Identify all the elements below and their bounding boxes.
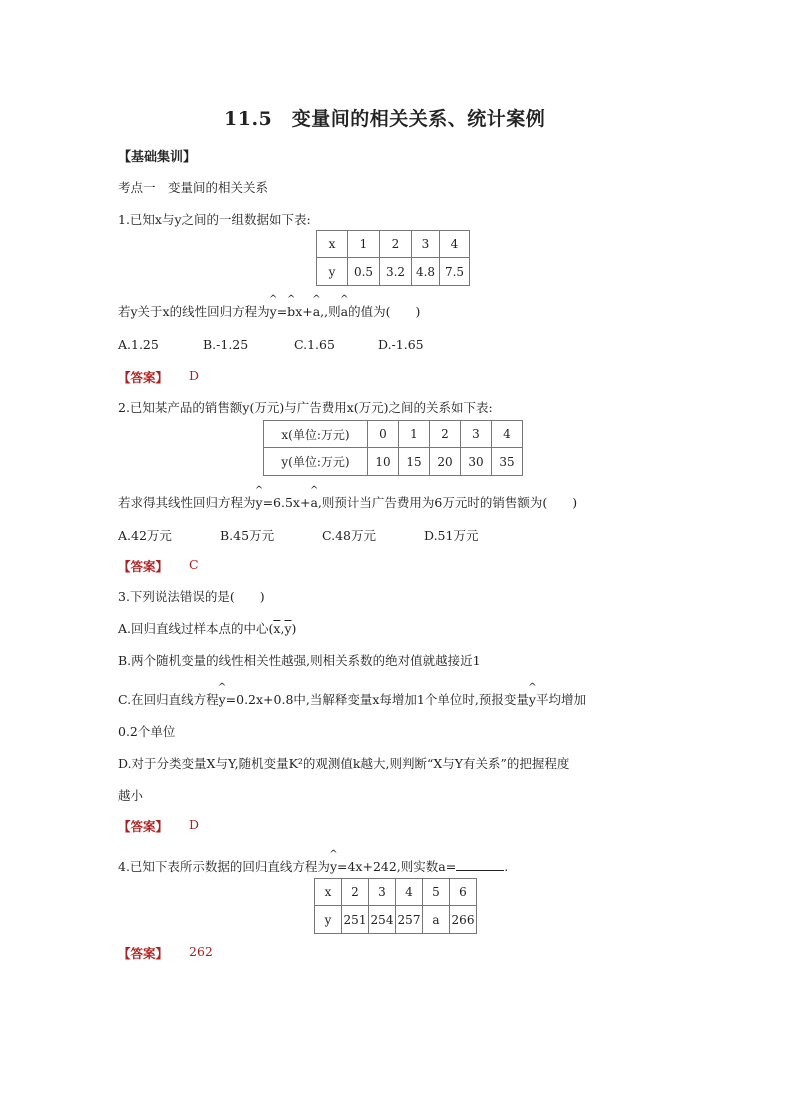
q4-cell: 251 [342, 906, 369, 934]
q2-option-d: D.51万元 [424, 528, 479, 543]
y-hat-symbol: ^ y [219, 692, 226, 707]
y-bar-symbol: $\overline{y}$ [284, 621, 292, 636]
q1-cell: 7.5 [440, 258, 470, 286]
q3-option-b: B.两个随机变量的线性相关性越强,则相关系数的绝对值就越接近1 [118, 653, 481, 668]
q1-option-c: C.1.65 [294, 337, 335, 352]
q4-cell: 2 [342, 879, 369, 906]
a-hat-symbol: ^ a [310, 495, 317, 510]
q2-cell: 10 [368, 448, 399, 476]
q2-prompt-text: 若求得其线性回归方程为 [118, 495, 256, 510]
q2-cell: 30 [461, 448, 492, 476]
y-hat-symbol: ^ y [256, 495, 263, 510]
q3-option-a [118, 619, 296, 637]
a-hat-symbol: ^ a [341, 304, 348, 319]
q1-prompt-text: ,,则 [320, 304, 341, 319]
answer-label: 【答案】 [118, 370, 169, 385]
q4-stem-text: . [504, 859, 509, 874]
answer-blank [456, 860, 504, 871]
q2-stem: 2.已知某产品的销售额y(万元)与广告费用x(万元)之间的关系如下表: [118, 400, 493, 415]
q1-stem: 1.已知x与y之间的一组数据如下表: [118, 212, 311, 227]
q4-cell: 257 [396, 906, 423, 934]
q3-stem: 3.下列说法错误的是( ) [118, 589, 265, 604]
q4-cell: y [315, 906, 342, 934]
q3-option-c [118, 690, 586, 708]
q1-prompt-text: x+ [295, 304, 313, 319]
q4-cell: 3 [369, 879, 396, 906]
q1-cell: x [317, 231, 348, 258]
q4-cell: x [315, 879, 342, 906]
q1-option-a: A.1.25 [118, 337, 159, 352]
q4-table [314, 878, 477, 934]
q3-option-a-text: ) [291, 621, 297, 636]
x-bar-symbol: $\overline{x}$ [273, 621, 281, 636]
q4-stem [118, 857, 508, 875]
a-hat-symbol: ^ a [313, 304, 320, 319]
answer-label: 【答案】 [118, 559, 169, 574]
q1-cell: 3 [412, 231, 440, 258]
q2-prompt [118, 493, 577, 511]
q3-option-d: D.对于分类变量X与Y,随机变量K²的观测值k越大,则判断“X与Y有关系”的把握程度 [118, 756, 570, 771]
q2-cell: 3 [461, 421, 492, 448]
q2-cell: 1 [399, 421, 430, 448]
q1-cell: 1 [348, 231, 380, 258]
q1-option-d: D.-1.65 [378, 337, 424, 352]
topic-heading: 考点一 变量间的相关关系 [118, 180, 269, 195]
answer-label: 【答案】 [118, 946, 169, 961]
q4-answer: 262 [189, 944, 213, 959]
q2-table [263, 420, 523, 476]
answer-label: 【答案】 [118, 819, 169, 834]
y-hat-symbol: ^ y [529, 692, 536, 707]
page-title: 11.5 变量间的相关关系、统计案例 [224, 108, 546, 130]
q1-prompt-text: = [276, 304, 288, 319]
q3-option-d-cont: 越小 [118, 788, 144, 803]
q1-table [316, 230, 470, 286]
q1-cell: 0.5 [348, 258, 380, 286]
q4-cell: a [423, 906, 450, 934]
y-hat-symbol: ^ y [330, 859, 337, 874]
q1-prompt-text: 的值为( ) [348, 304, 421, 319]
q1-cell: 2 [380, 231, 412, 258]
q3-answer: D [189, 817, 200, 832]
q3-option-a-text: A.回归直线过样本点的中心( [118, 621, 274, 636]
q2-cell: 0 [368, 421, 399, 448]
q3-option-c-text: =0.2x+0.8中,当解释变量x每增加1个单位时,预报变量 [225, 692, 529, 707]
b-hat-symbol: ^ b [287, 304, 295, 319]
q1-cell: y [317, 258, 348, 286]
q2-cell: 4 [492, 421, 523, 448]
q4-cell: 4 [396, 879, 423, 906]
q4-cell: 266 [450, 906, 477, 934]
q4-stem-text: =4x+242,则实数a= [337, 859, 457, 874]
q1-prompt [118, 302, 420, 320]
q2-cell: y(单位:万元) [264, 448, 368, 476]
q1-cell: 4.8 [412, 258, 440, 286]
q2-cell: 35 [492, 448, 523, 476]
q3-option-c-text: 平均增加 [535, 692, 586, 707]
q1-option-b: B.-1.25 [203, 337, 249, 352]
q1-cell: 4 [440, 231, 470, 258]
q2-cell: x(单位:万元) [264, 421, 368, 448]
q4-cell: 6 [450, 879, 477, 906]
q4-cell: 5 [423, 879, 450, 906]
q4-cell: 254 [369, 906, 396, 934]
q4-stem-text: 4.已知下表所示数据的回归直线方程为 [118, 859, 330, 874]
q1-answer: D [189, 368, 200, 383]
q2-option-c: C.48万元 [322, 528, 376, 543]
section-heading: 【基础集训】 [118, 150, 197, 165]
q3-option-c-cont: 0.2个单位 [118, 724, 176, 739]
y-hat-symbol: ^ y [270, 304, 277, 319]
q2-answer: C [189, 557, 199, 572]
q1-prompt-text: 若y关于x的线性回归方程为 [118, 304, 270, 319]
q3-option-c-text: C.在回归直线方程 [118, 692, 219, 707]
q2-cell: 20 [430, 448, 461, 476]
q2-cell: 2 [430, 421, 461, 448]
q2-prompt-text: =6.5x+ [262, 495, 311, 510]
q2-prompt-text: ,则预计当广告费用为6万元时的销售额为( ) [317, 495, 578, 510]
q3-option-a-text: , [280, 621, 285, 636]
q2-cell: 15 [399, 448, 430, 476]
q2-option-b: B.45万元 [220, 528, 275, 543]
q1-cell: 3.2 [380, 258, 412, 286]
q2-option-a: A.42万元 [118, 528, 172, 543]
